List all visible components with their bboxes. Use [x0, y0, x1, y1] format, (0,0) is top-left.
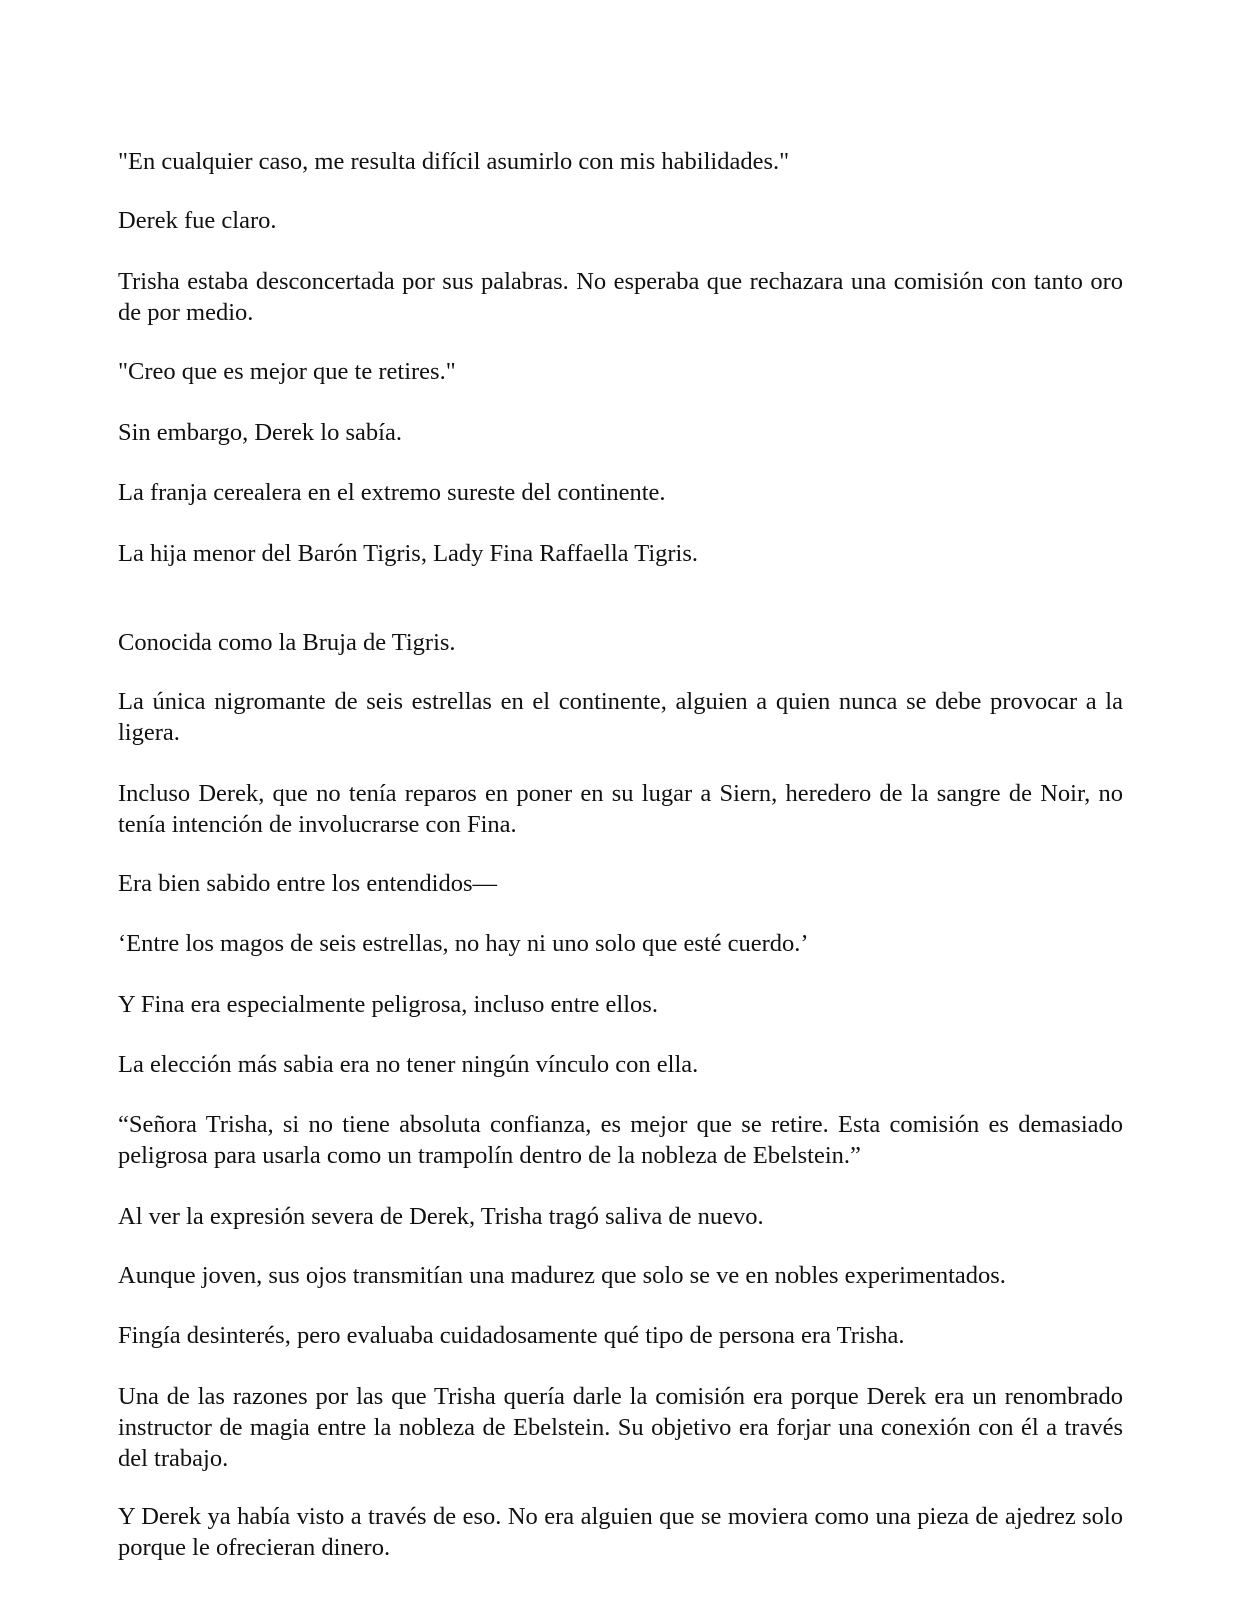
paragraph-19: Una de las razones por las que Trisha quería darle la comisión era porque Derek era un renombrado instructor de magia entre la nobleza de Ebelstein. Su objetivo era forjar una conexión con él a través del trabajo.: [118, 1383, 1123, 1472]
paragraph-18: Fingía desinterés, pero evaluaba cuidadosamente qué tipo de persona era Trisha.: [118, 1322, 905, 1349]
paragraph-10: Incluso Derek, que no tenía reparos en poner en su lugar a Siern, heredero de la sangre de Noir, no tenía intención de involucrarse con Fina.: [118, 780, 1123, 838]
paragraph-15: “Señora Trisha, si no tiene absoluta confianza, es mejor que se retire. Esta comisión es demasiado peligrosa para usarla como un trampolín dentro de la nobleza de Ebelstein.”: [118, 1111, 1123, 1169]
paragraph-3: Trisha estaba desconcertada por sus palabras. No esperaba que rechazara una comisión con tanto oro de por medio.: [118, 268, 1123, 326]
paragraph-20: Y Derek ya había visto a través de eso. No era alguien que se moviera como una pieza de ajedrez solo porque le ofrecieran dinero.: [118, 1503, 1123, 1561]
paragraph-7: La hija menor del Barón Tigris, Lady Fina Raffaella Tigris.: [118, 540, 699, 567]
paragraph-13: Y Fina era especialmente peligrosa, incluso entre ellos.: [118, 991, 658, 1018]
paragraph-16: Al ver la expresión severa de Derek, Trisha tragó saliva de nuevo.: [118, 1203, 764, 1230]
paragraph-8: Conocida como la Bruja de Tigris.: [118, 629, 456, 656]
paragraph-14: La elección más sabia era no tener ningún vínculo con ella.: [118, 1051, 699, 1078]
paragraph-9: La única nigromante de seis estrellas en el continente, alguien a quien nunca se debe provocar a la ligera.: [118, 688, 1123, 746]
paragraph-17: Aunque joven, sus ojos transmitían una madurez que solo se ve en nobles experimentados.: [118, 1262, 1006, 1289]
paragraph-11: Era bien sabido entre los entendidos—: [118, 870, 497, 897]
paragraph-1: "En cualquier caso, me resulta difícil asumirlo con mis habilidades.": [118, 148, 790, 175]
paragraph-12: ‘Entre los magos de seis estrellas, no hay ni uno solo que esté cuerdo.’: [118, 930, 809, 957]
paragraph-5: Sin embargo, Derek lo sabía.: [118, 419, 402, 446]
paragraph-2: Derek fue claro.: [118, 207, 277, 234]
paragraph-4: "Creo que es mejor que te retires.": [118, 358, 456, 385]
paragraph-6: La franja cerealera en el extremo sureste del continente.: [118, 479, 666, 506]
